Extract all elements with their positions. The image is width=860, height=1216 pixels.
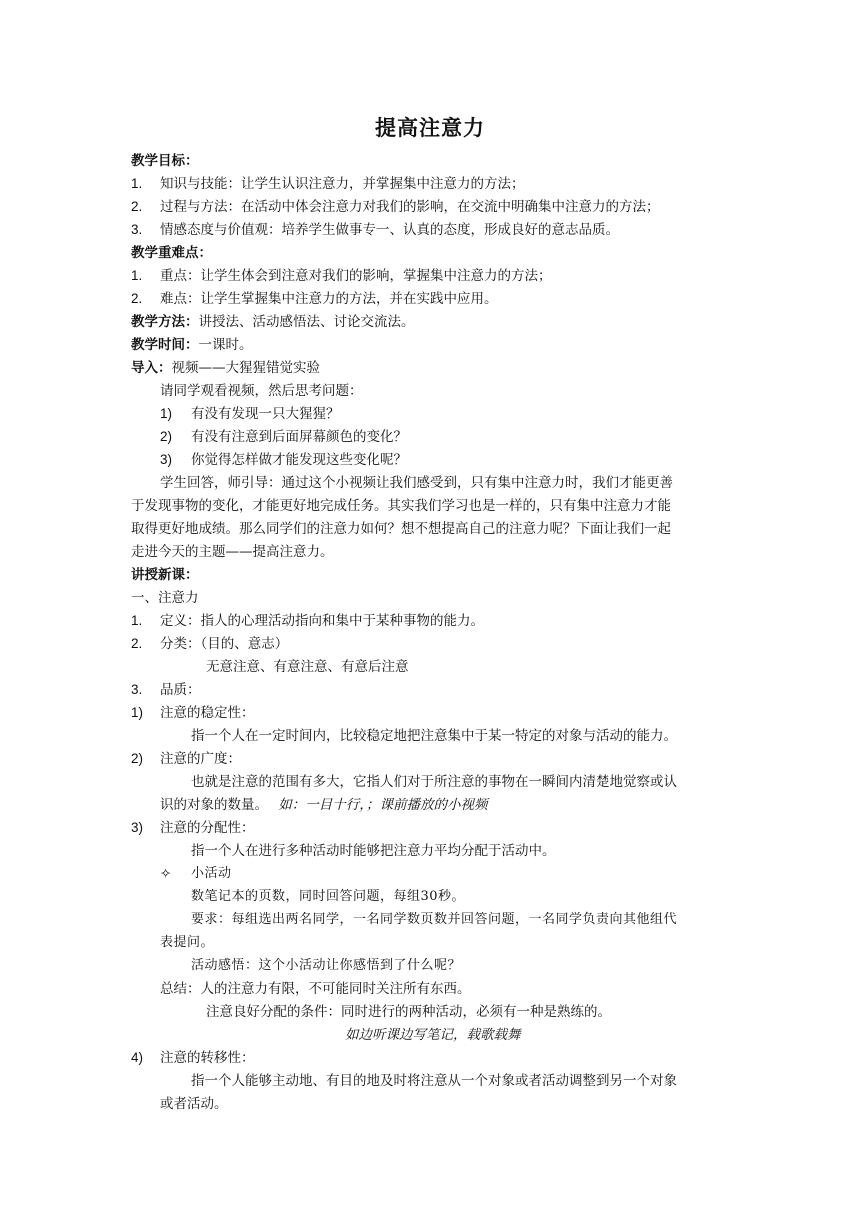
- goal-1-text: 知识与技能：让学生认识注意力，并掌握集中注意力的方法；: [160, 176, 525, 192]
- intro-para-line-3: 取得更好地成绩。那么同学们的注意力如何？想不想提高自己的注意力呢？下面让我们一起: [131, 521, 671, 537]
- time-heading: 教学时间：: [131, 337, 199, 353]
- q2-num: 2): [131, 751, 144, 766]
- q3-desc: 指一个人在进行多种活动时能够把注意力平均分配于活动中。: [191, 843, 556, 859]
- allocation-example: 如边听课边写笔记，载歌载舞: [345, 1027, 521, 1043]
- keypoints-heading: 教学重难点：: [131, 245, 212, 261]
- intro-para-line-1: 学生回答，师引导：通过这个小视频让我们感受到，只有集中注意力时，我们才能更善: [160, 475, 673, 491]
- activity-reflection: 活动感悟：这个小活动让你感悟到了什么呢？: [191, 958, 462, 973]
- activity-summary: 总结：人的注意力有限，不可能同时关注所有东西。: [160, 981, 471, 997]
- q2-desc-line-2: [160, 795, 488, 815]
- definition-text: 定义：指人的心理活动指向和集中于某种事物的能力。: [160, 613, 484, 629]
- keypoint-1-text: 重点：让学生体会到注意对我们的影响，掌握集中注意力的方法；: [160, 268, 552, 284]
- q2-example: 如：一目十行，；课前播放的小视频: [278, 797, 488, 813]
- question-2-num: 2): [160, 429, 173, 444]
- classification-num: 2.: [131, 636, 143, 651]
- time-text: 一课时。: [198, 337, 253, 353]
- allocation-condition: 注意良好分配的条件：同时进行的两种活动，必须有一种是熟练的。: [206, 1004, 611, 1020]
- activity-requirement-line-1: 要求：每组选出两名同学，一名同学数页数并回答问题，一名同学负责向其他组代: [191, 912, 678, 927]
- goal-2-num: 2.: [131, 199, 143, 214]
- methods-line: [131, 312, 415, 332]
- keypoint-2-num: 2.: [131, 291, 143, 306]
- quality-num: 3.: [131, 682, 143, 697]
- q3-num: 3): [131, 820, 144, 835]
- goal-3-text: 情感态度与价值观：培养学生做事专一、认真的态度，形成良好的意志品质。: [160, 222, 619, 238]
- q4-label: 注意的转移性：: [160, 1050, 255, 1066]
- q1-label: 注意的稳定性：: [160, 705, 255, 721]
- goal-3-num: 3.: [131, 222, 143, 237]
- question-3-text: 你觉得怎样做才能发现这些变化呢？: [191, 452, 407, 468]
- q2-desc-line-1: 也就是注意的范围有多大，它指人们对于所注意的事物在一瞬间内清楚地觉察或认: [191, 774, 677, 790]
- q2-label: 注意的广度：: [160, 751, 241, 767]
- question-3-num: 3): [160, 452, 173, 467]
- intro-para-line-4: 走进今天的主题——提高注意力。: [131, 544, 334, 560]
- question-1-num: 1): [160, 406, 173, 421]
- activity-bullet-icon: ✧: [160, 866, 172, 882]
- goal-1-num: 1.: [131, 176, 143, 191]
- quality-text: 品质：: [160, 682, 201, 698]
- methods-text: 讲授法、活动感悟法、讨论交流法。: [198, 314, 415, 330]
- q4-num: 4): [131, 1050, 144, 1065]
- intro-text: 视频——大猩猩错觉实验: [171, 360, 320, 376]
- goal-2-text: 过程与方法：在活动中体会注意力对我们的影响，在交流中明确集中注意力的方法；: [160, 199, 660, 215]
- keypoint-1-num: 1.: [131, 268, 143, 283]
- activity-title: 小活动: [191, 866, 232, 881]
- activity-requirement-line-2: 表提问。: [160, 935, 215, 950]
- activity-desc: 数笔记本的页数，同时回答问题，每组30秒。: [191, 889, 466, 904]
- q2-desc-line-2-text: 识的对象的数量。: [160, 797, 268, 813]
- q4-desc-line-2: 或者活动。: [160, 1096, 228, 1112]
- q3-label: 注意的分配性：: [160, 820, 255, 836]
- methods-heading: 教学方法：: [131, 314, 199, 330]
- question-1-text: 有没有发现一只大猩猩？: [191, 406, 340, 422]
- intro-prompt: 请同学观看视频，然后思考问题：: [160, 383, 363, 399]
- intro-para-line-2: 于发现事物的变化，才能更好地完成任务。其实我们学习也是一样的，只有集中注意力才能: [131, 498, 671, 514]
- intro-heading: 导入：: [131, 360, 172, 376]
- lesson-heading: 讲授新课：: [131, 567, 199, 583]
- goals-heading: 教学目标：: [131, 153, 199, 169]
- section-1-title: 一、注意力: [131, 590, 199, 606]
- question-2-text: 有没有注意到后面屏幕颜色的变化？: [191, 429, 407, 445]
- q1-desc: 指一个人在一定时间内，比较稳定地把注意集中于某一特定的对象与活动的能力。: [191, 728, 677, 744]
- intro-line: [131, 358, 320, 378]
- definition-num: 1.: [131, 613, 143, 628]
- keypoint-2-text: 难点：让学生掌握集中注意力的方法，并在实践中应用。: [160, 291, 498, 307]
- classification-types: 无意注意、有意注意、有意后注意: [206, 659, 409, 675]
- q4-desc-line-1: 指一个人能够主动地、有目的地及时将注意从一个对象或者活动调整到另一个对象: [191, 1073, 677, 1089]
- classification-text: 分类：（目的、意志）: [160, 636, 289, 652]
- time-line: [131, 335, 253, 355]
- page-title: 提高注意力: [375, 116, 485, 140]
- q1-num: 1): [131, 705, 144, 720]
